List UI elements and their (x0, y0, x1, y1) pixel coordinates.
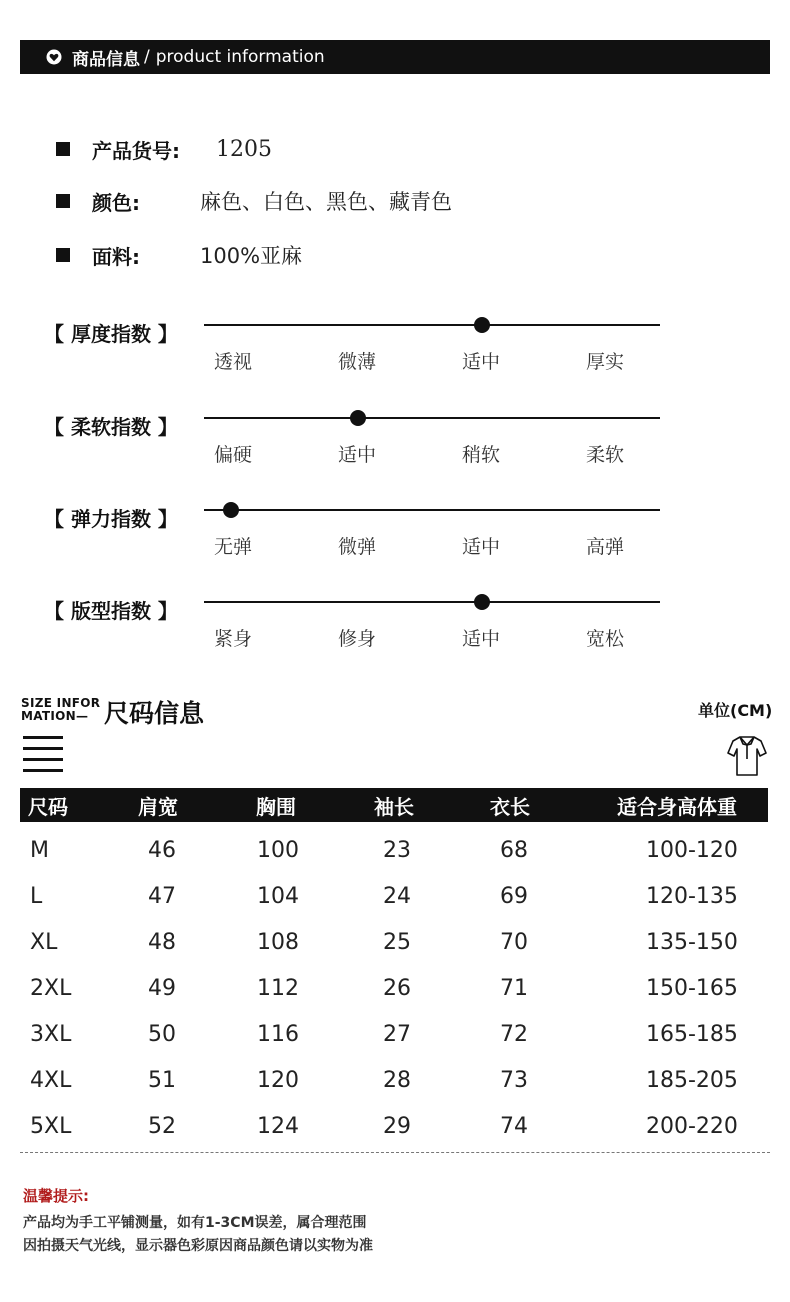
header-title-en: product information (155, 47, 325, 67)
index-option: 适中 (338, 444, 377, 466)
table-cell: 185-205 (646, 1068, 738, 1093)
table-cell: 23 (383, 838, 411, 863)
table-cell: 73 (500, 1068, 528, 1093)
info-value: 100%亚麻 (200, 244, 303, 268)
table-cell: 50 (148, 1022, 176, 1047)
index-scale-line (204, 509, 660, 511)
table-cell: 104 (257, 884, 299, 909)
info-value: 麻色、白色、黑色、藏青色 (200, 190, 452, 214)
index-option: 无弹 (214, 536, 253, 558)
index-option: 宽松 (586, 628, 625, 650)
index-option: 柔软 (586, 444, 625, 466)
index-option: 高弹 (586, 536, 625, 558)
index-option: 适中 (462, 628, 501, 650)
index-label: 【 弹力指数 】 (44, 507, 178, 531)
table-cell: M (30, 838, 49, 863)
table-cell: 135-150 (646, 930, 738, 955)
col-size: 尺码 (28, 795, 68, 819)
table-cell: 120 (257, 1068, 299, 1093)
index-scale-line (204, 324, 660, 326)
table-cell: 4XL (30, 1068, 72, 1093)
index-option: 偏硬 (214, 444, 253, 466)
index-marker (350, 410, 366, 426)
index-scale-line (204, 417, 660, 419)
table-cell: 28 (383, 1068, 411, 1093)
table-cell: 3XL (30, 1022, 72, 1047)
table-cell: 124 (257, 1114, 299, 1139)
info-label: 颜色: (92, 190, 140, 215)
index-option: 透视 (214, 351, 253, 373)
table-cell: 2XL (30, 976, 72, 1001)
size-info-en (21, 697, 100, 723)
index-marker (474, 594, 490, 610)
col-chest: 胸围 (256, 795, 296, 819)
table-cell: 26 (383, 976, 411, 1001)
table-cell: 52 (148, 1114, 176, 1139)
table-cell: 200-220 (646, 1114, 738, 1139)
table-cell: L (30, 884, 43, 909)
tips-line: 产品均为手工平铺测量，如有1-3CM误差，属合理范围 (23, 1215, 367, 1231)
bullet-square (56, 142, 70, 156)
info-row-fabric (56, 240, 303, 270)
table-cell: 49 (148, 976, 176, 1001)
table-cell: 100-120 (646, 838, 738, 863)
table-cell: 46 (148, 838, 176, 863)
header-separator: / (144, 47, 150, 67)
bullet-square (56, 194, 70, 208)
header-title-cn: 商品信息 (72, 49, 140, 70)
table-cell: 71 (500, 976, 528, 1001)
index-label: 【 版型指数 】 (44, 599, 178, 623)
table-cell: 112 (257, 976, 299, 1001)
info-label: 面料: (92, 244, 140, 269)
index-option: 稍软 (462, 444, 501, 466)
table-cell: 25 (383, 930, 411, 955)
index-option: 紧身 (214, 628, 253, 650)
index-marker (223, 502, 239, 518)
table-cell: 165-185 (646, 1022, 738, 1047)
section-header (20, 40, 770, 74)
tips-line: 因拍摄天气光线，显示器色彩原因商品颜色请以实物为准 (23, 1238, 373, 1254)
table-cell: 27 (383, 1022, 411, 1047)
col-sleeve: 袖长 (374, 795, 414, 819)
table-cell: 68 (500, 838, 528, 863)
table-cell: 72 (500, 1022, 528, 1047)
table-cell: 29 (383, 1114, 411, 1139)
table-cell: 70 (500, 930, 528, 955)
table-cell: XL (30, 930, 58, 955)
table-cell: 108 (257, 930, 299, 955)
size-unit: 单位(CM) (698, 701, 773, 720)
table-cell: 5XL (30, 1114, 72, 1139)
index-label: 【 柔软指数 】 (44, 415, 178, 439)
size-info-en-line1: SIZE INFOR (21, 696, 101, 710)
table-cell: 24 (383, 884, 411, 909)
col-length: 衣长 (490, 795, 530, 819)
index-scale-line (204, 601, 660, 603)
index-option: 微弹 (338, 536, 377, 558)
info-value: 1205 (216, 136, 272, 162)
shirt-icon (727, 733, 767, 781)
table-cell: 51 (148, 1068, 176, 1093)
table-cell: 100 (257, 838, 299, 863)
info-row-color (56, 186, 452, 216)
table-cell: 47 (148, 884, 176, 909)
heart-icon (46, 49, 62, 65)
col-shoulder: 肩宽 (138, 795, 178, 819)
menu-icon (23, 736, 63, 772)
tips-title: 温馨提示: (23, 1187, 89, 1205)
index-option: 适中 (462, 536, 501, 558)
info-label: 产品货号: (92, 138, 180, 163)
table-cell: 116 (257, 1022, 299, 1047)
size-info-en-line2: MATION— (21, 709, 89, 723)
divider (20, 1152, 770, 1153)
index-option: 微薄 (338, 351, 377, 373)
table-cell: 69 (500, 884, 528, 909)
table-cell: 150-165 (646, 976, 738, 1001)
size-table-header (20, 788, 768, 822)
bullet-square (56, 248, 70, 262)
table-cell: 120-135 (646, 884, 738, 909)
index-option: 厚实 (586, 351, 625, 373)
table-cell: 48 (148, 930, 176, 955)
index-option: 修身 (338, 628, 377, 650)
info-row-item-number (56, 134, 272, 164)
index-marker (474, 317, 490, 333)
table-cell: 74 (500, 1114, 528, 1139)
col-height-weight: 适合身高体重 (617, 795, 737, 819)
index-label: 【 厚度指数 】 (44, 322, 178, 346)
size-title: 尺码信息 (104, 699, 205, 728)
index-option: 适中 (462, 351, 501, 373)
